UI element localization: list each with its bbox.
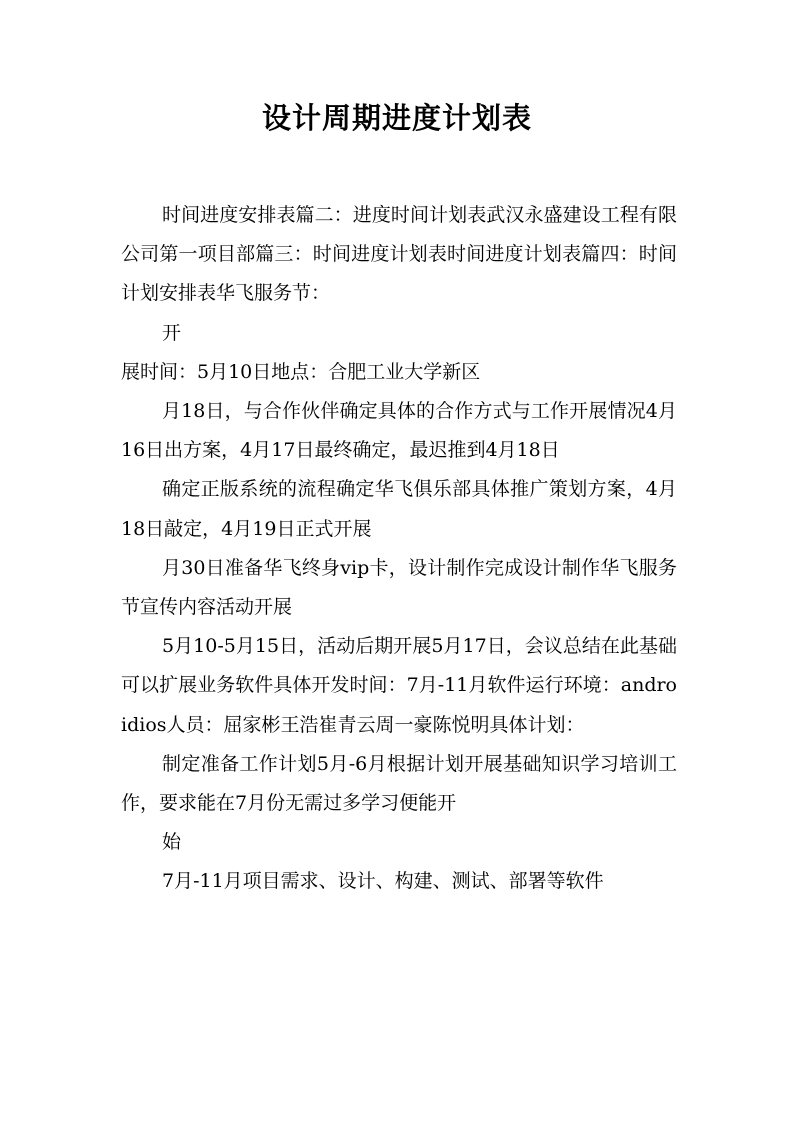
paragraph: 5月10-5月15日，活动后期开展5月17日，会议总结在此基础可以扩展业务软件具体开发时间：7月-11月软件运行环境：androidios人员：屈家彬王浩崔青云周一豪陈悦明具体计划：: [121, 635, 677, 736]
paragraph: 始: [162, 831, 182, 854]
paragraph: 制定准备工作计划5月-6月根据计划开展基础知识学习培训工作，要求能在7月份无需过多学习便能开: [121, 752, 677, 815]
paragraph: 月18日，与合作伙伴确定具体的合作方式与工作开展情况4月16日出方案，4月17日最终确定，最迟推到4月18日: [121, 400, 677, 462]
document-title: 设计周期进度计划表: [261, 101, 532, 135]
paragraph: 开: [162, 321, 182, 344]
paragraph: 月30日准备华飞终身vip卡，设计制作完成设计制作华飞服务节宣传内容活动开展: [121, 556, 677, 619]
paragraph: 展时间：5月10日地点：合肥工业大学新区: [121, 360, 481, 383]
paragraph: 确定正版系统的流程确定华飞俱乐部具体推广策划方案，4月18日敲定，4月19日正式开展: [121, 478, 677, 540]
document-body: [121, 196, 677, 902]
paragraph: 7月-11月项目需求、设计、构建、测试、部署等软件: [162, 870, 604, 893]
paragraph: 时间进度安排表篇二：进度时间计划表武汉永盛建设工程有限公司第一项目部篇三：时间进度计划表时间进度计划表篇四：时间计划安排表华飞服务节：: [121, 204, 677, 305]
